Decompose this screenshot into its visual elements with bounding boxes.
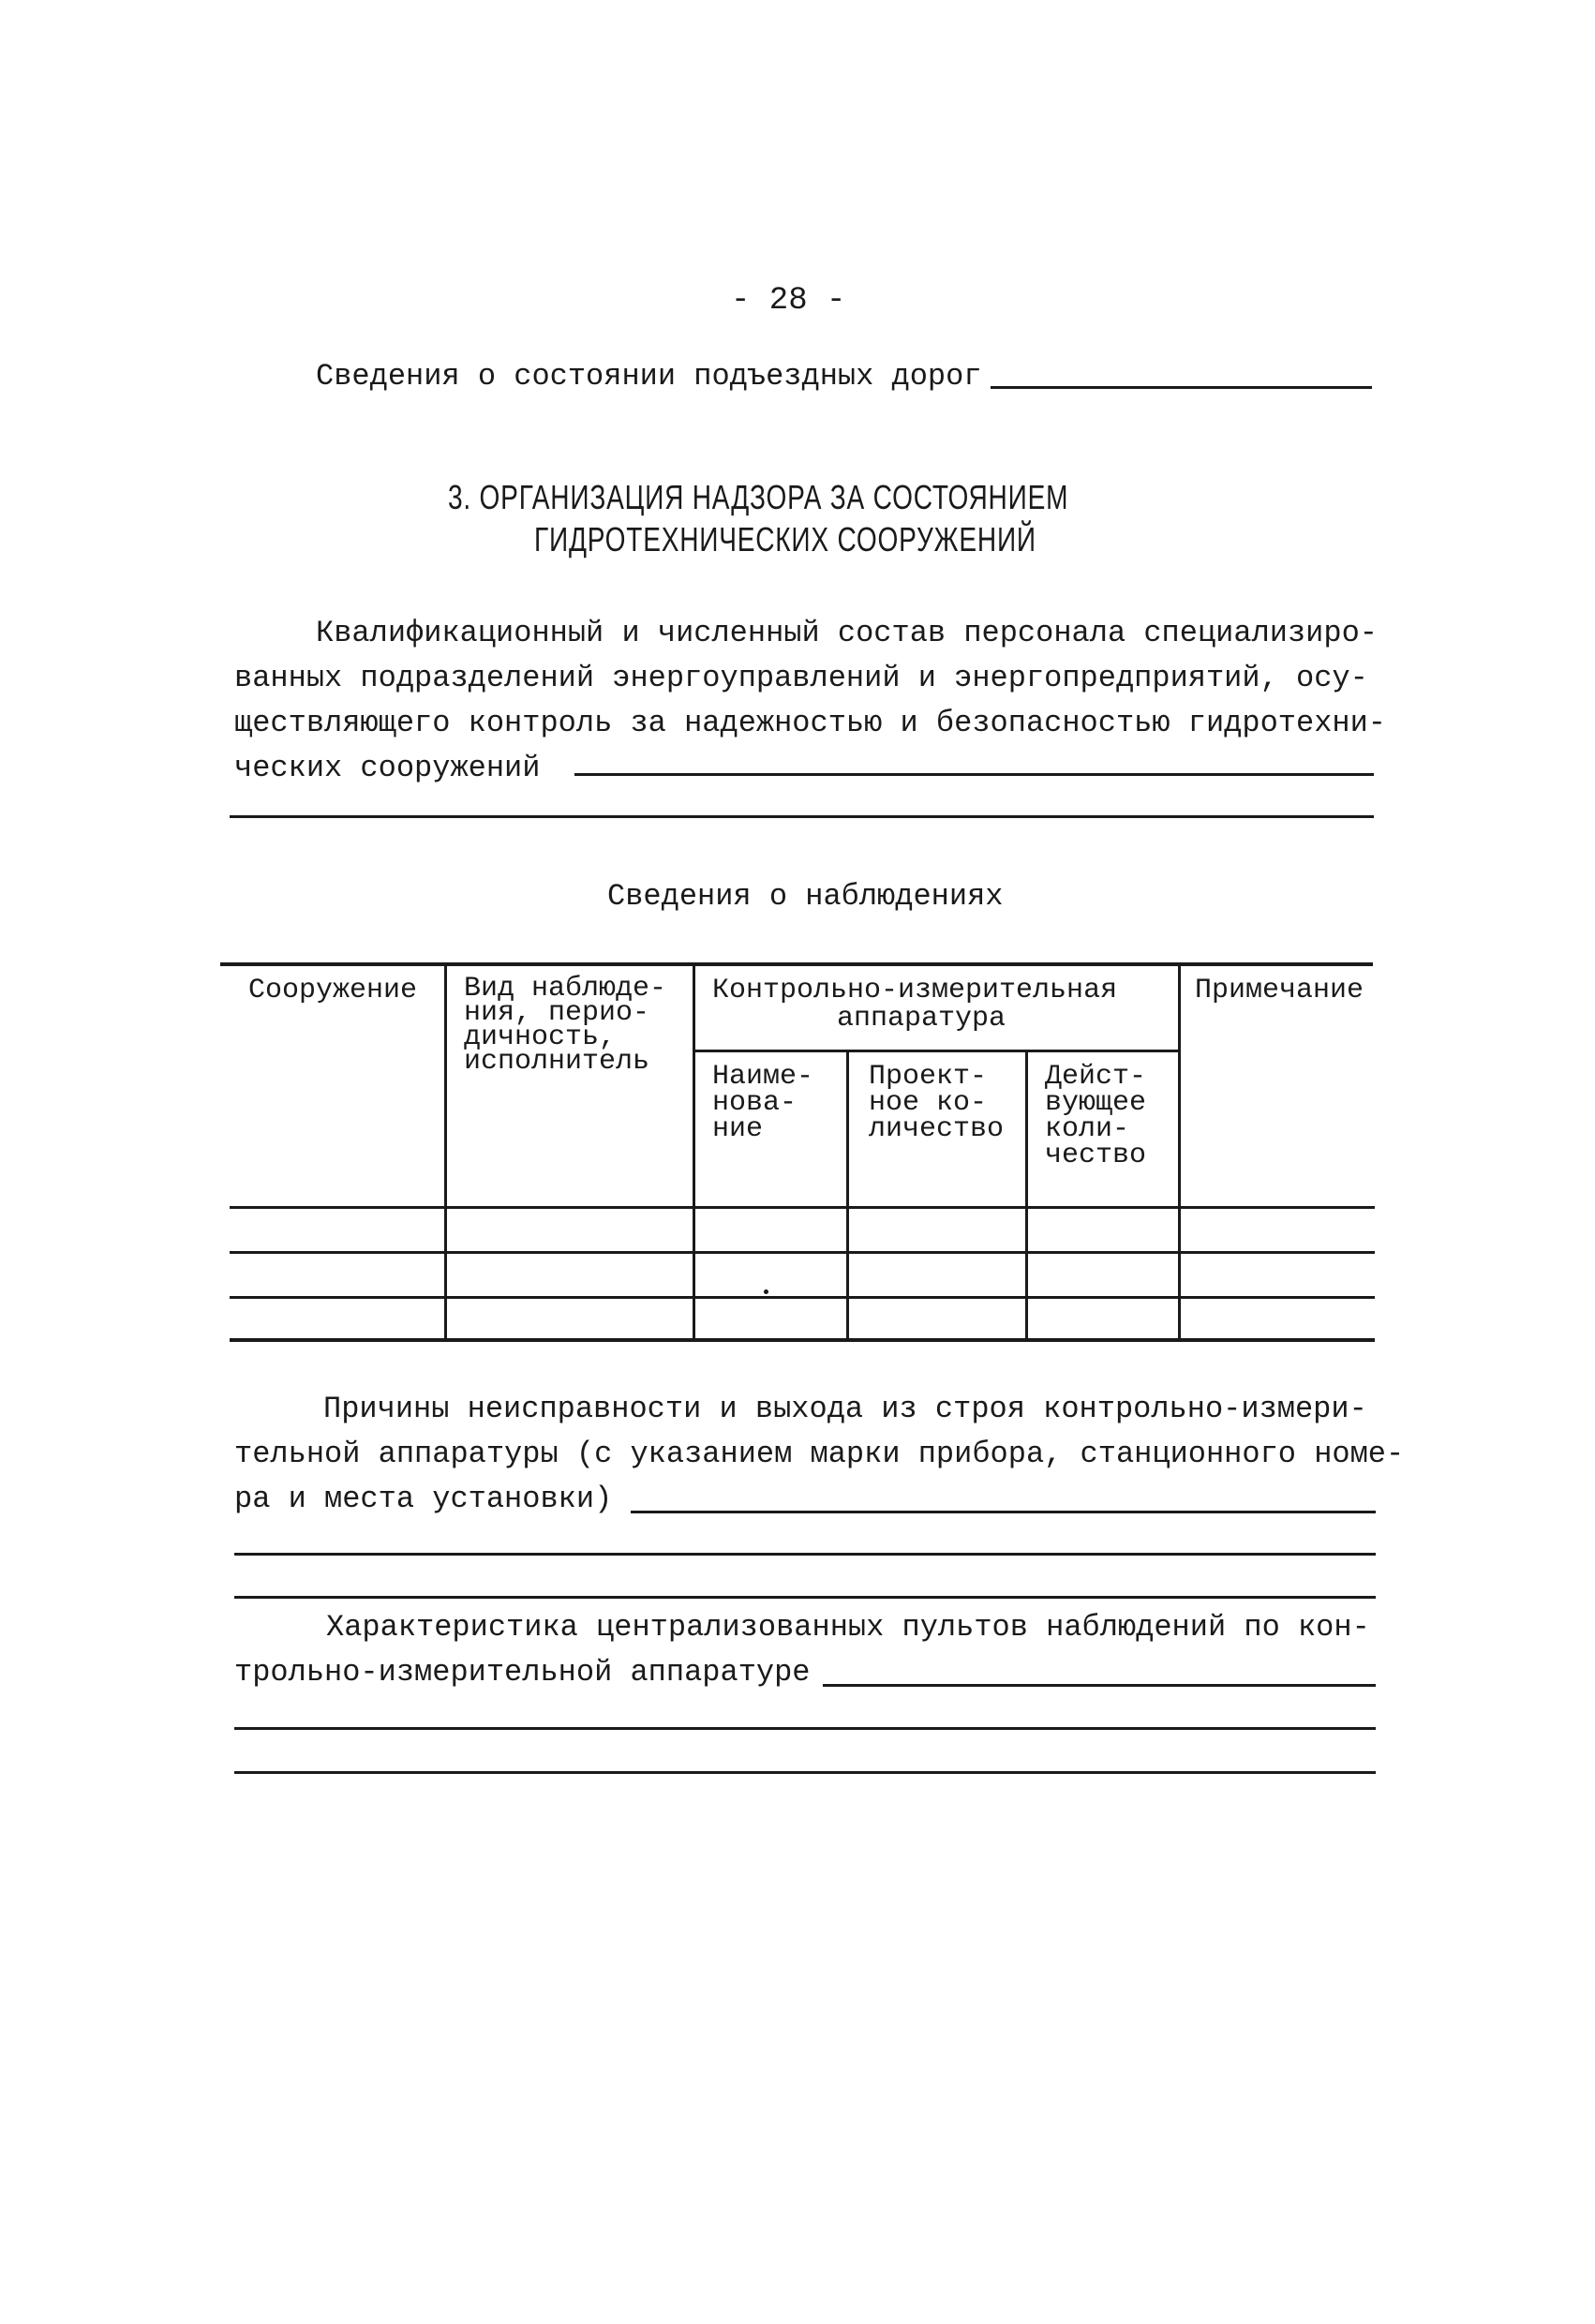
- table-col-divider: [846, 1051, 849, 1340]
- section-title-line2: ГИДРОТЕХНИЧЕСКИХ СООРУЖЕНИЙ: [534, 520, 1036, 559]
- personnel-fill-line: [574, 773, 1374, 776]
- consoles-line2: трольно-измерительной аппаратуре: [234, 1655, 811, 1690]
- personnel-line4: ческих сооружений: [234, 751, 541, 785]
- personnel-line1: Квалификационный и численный состав персонала специализиро-: [316, 616, 1378, 650]
- table-top-border: [220, 962, 1373, 966]
- table-header-bottom: [230, 1206, 1375, 1209]
- subheader-actual-count: Дейст- вующее коли- чество: [1045, 1061, 1147, 1171]
- personnel-fill-line2: [230, 815, 1374, 818]
- personnel-line2: ванных подразделений энергоуправлений и энергопредприятий, осу-: [234, 661, 1368, 695]
- table-row-line: [230, 1296, 1375, 1299]
- consoles-fill-line: [823, 1684, 1376, 1687]
- table-col-divider: [1025, 1051, 1028, 1340]
- failures-fill-line2: [234, 1553, 1376, 1556]
- table-row-line: [230, 1251, 1375, 1254]
- failures-line1: Причины неисправности и выхода из строя контрольно-измери-: [323, 1392, 1367, 1426]
- header-observation-type: Вид наблюде- ния, перио- дичность, исполнитель: [464, 973, 667, 1078]
- table-col-divider: [693, 965, 695, 1340]
- table-subheader-line: [693, 1050, 1179, 1052]
- table-bottom-border: [230, 1338, 1375, 1342]
- subheader-name: Наиме- нова- ние: [712, 1061, 814, 1145]
- failures-fill-line: [631, 1511, 1376, 1513]
- personnel-line3: ществляющего контроль за надежностью и безопасностью гидротехни-: [234, 706, 1386, 740]
- table-col-divider: [1178, 965, 1181, 1340]
- header-structure: Сооружение: [248, 975, 418, 1006]
- observations-title: Сведения о наблюдениях: [607, 879, 1004, 914]
- failures-fill-line3: [234, 1596, 1376, 1599]
- header-note: Примечание: [1195, 975, 1364, 1006]
- subheader-design-count: Проект- ное ко- личество: [869, 1061, 1005, 1145]
- consoles-fill-line3: [234, 1771, 1376, 1774]
- consoles-line1: Характеристика централизованных пультов наблюдений по кон-: [326, 1610, 1370, 1645]
- table-col-divider: [444, 965, 447, 1340]
- failures-line3: ра и места установки): [234, 1482, 613, 1516]
- roads-fill-line: [991, 386, 1372, 389]
- section-title-line1: 3. ОРГАНИЗАЦИЯ НАДЗОРА ЗА СОСТОЯНИЕМ: [448, 478, 1069, 516]
- failures-line2: тельной аппаратуры (с указанием марки прибора, станционного номе-: [234, 1437, 1405, 1471]
- page-number: - 28 -: [731, 283, 846, 319]
- header-equipment-line2: аппаратура: [837, 1003, 1006, 1035]
- header-equipment: Контрольно-измерительная: [712, 975, 1118, 1006]
- table-speck: [764, 1289, 768, 1294]
- consoles-fill-line2: [234, 1727, 1376, 1730]
- roads-label: Сведения о состоянии подъездных дорог: [316, 359, 982, 394]
